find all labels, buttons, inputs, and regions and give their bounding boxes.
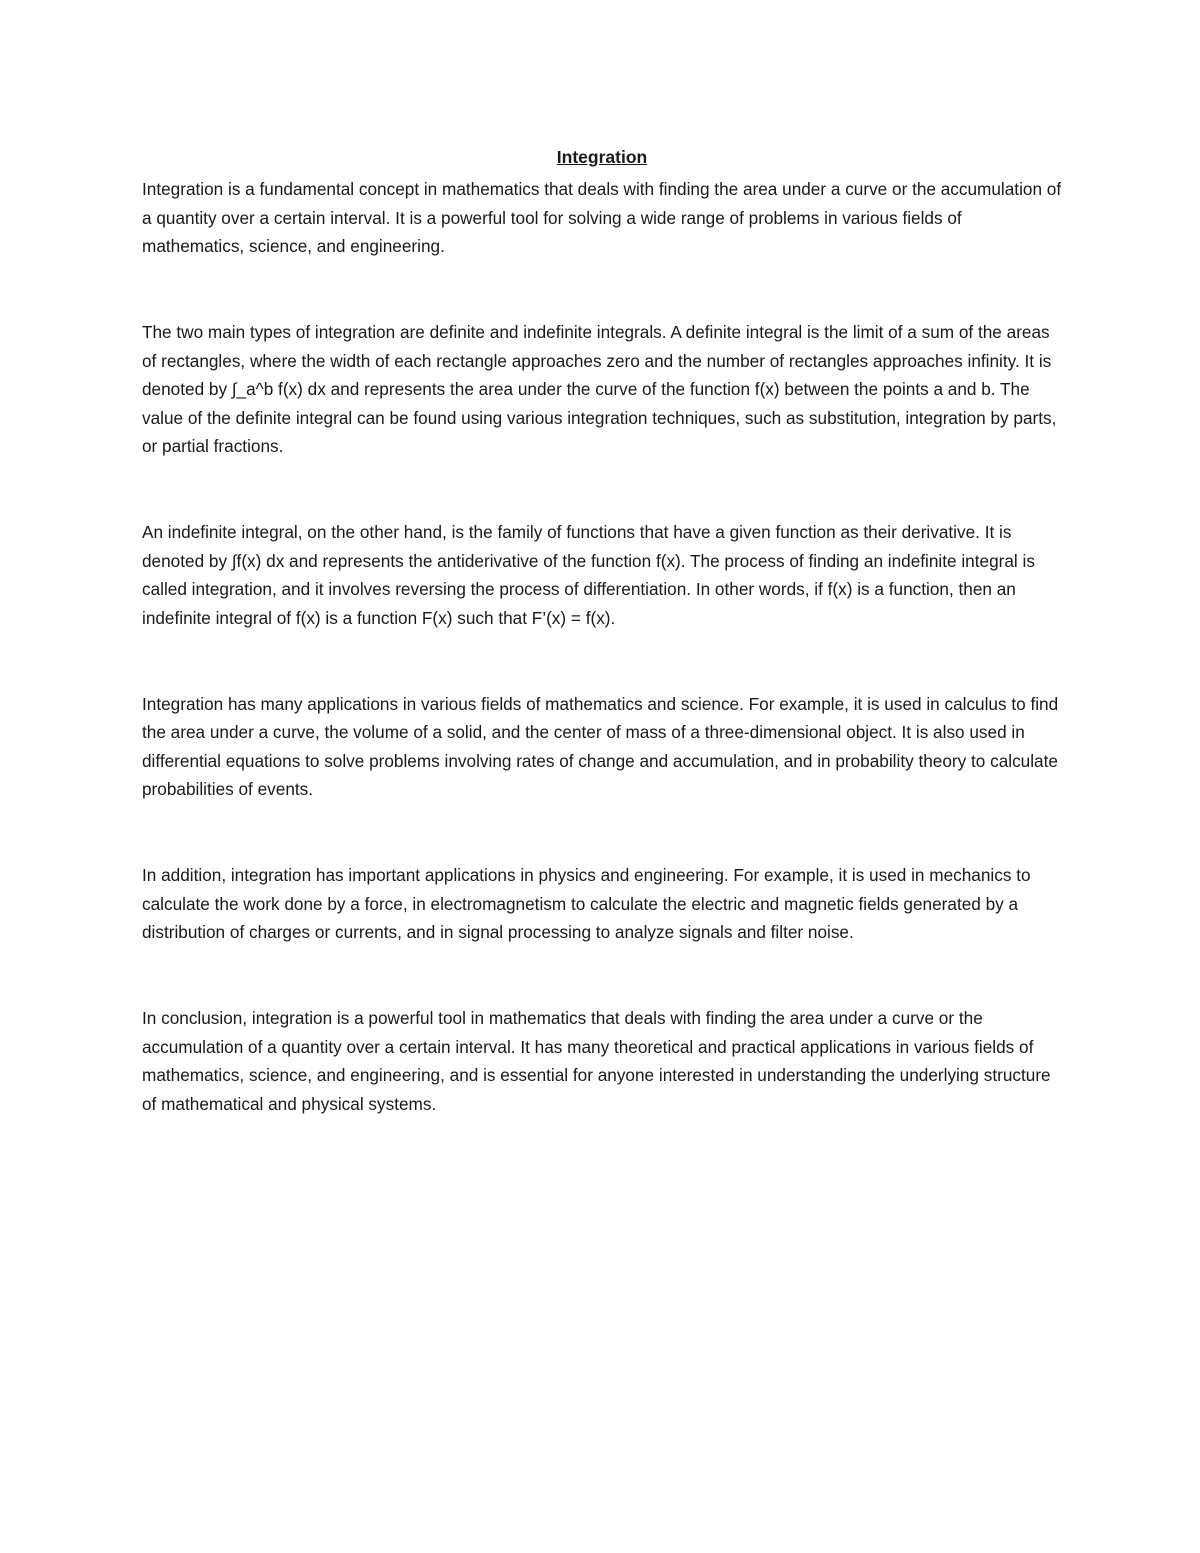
paragraph-physics-applications: In addition, integration has important applications in physics and engineering. For example, it is used in mechanics to calculate the work done by a force, in electromagnetism to calculate the electric and magnetic fields generated by a distribution of charges or currents, and in signal processing to analyze signals and filter noise.	[142, 865, 1031, 943]
paragraph-spacer	[142, 261, 1062, 318]
paragraph-definite-indefinite: The two main types of integration are definite and indefinite integrals. A definite integral is the limit of a sum of the areas of rectangles, where the width of each rectangle approaches zero and the number of rectangles approaches infinity. It is denoted by ∫_a^b f(x) dx and represents the area under the curve of the function f(x) between the points a and b. The value of the definite integral can be found using various integration techniques, such as substitution, integration by parts, or partial fractions.	[142, 321, 1057, 457]
paragraph-spacer	[142, 633, 1062, 690]
paragraph-spacer	[142, 461, 1062, 518]
paragraph-indefinite-integral: An indefinite integral, on the other hand, is the family of functions that have a given function as their derivative. It is denoted by ∫f(x) dx and represents the antiderivative of the function f(x). The process of finding an indefinite integral is called integration, and it involves reversing the process of differentiation. In other words, if f(x) is a function, then an indefinite integral of f(x) is a function F(x) such that F’(x) = f(x).	[142, 522, 1035, 628]
paragraph-spacer	[142, 947, 1062, 1004]
document-title: Integration	[556, 147, 648, 167]
document-body	[142, 143, 1062, 1119]
paragraph-introduction: Integration is a fundamental concept in mathematics that deals with finding the area under a curve or the accumulation of a quantity over a certain interval. It is a powerful tool for solving a wide range of problems in various fields of mathematics, science, and engineering.	[142, 179, 1062, 257]
paragraph-conclusion: In conclusion, integration is a powerful tool in mathematics that deals with finding the area under a curve or the accumulation of a quantity over a certain interval. It has many theoretical and practical applications in various fields of mathematics, science, and engineering, and is essential for anyone interested in understanding the underlying structure of mathematical and physical systems.	[142, 1008, 1051, 1114]
paragraph-spacer	[142, 804, 1062, 861]
paragraph-math-applications: Integration has many applications in various fields of mathematics and science. For example, it is used in calculus to find the area under a curve, the volume of a solid, and the center of mass of a three-dimensional object. It is also used in differential equations to solve problems involving rates of change and accumulation, and in probability theory to calculate probabilities of events.	[142, 693, 1059, 800]
